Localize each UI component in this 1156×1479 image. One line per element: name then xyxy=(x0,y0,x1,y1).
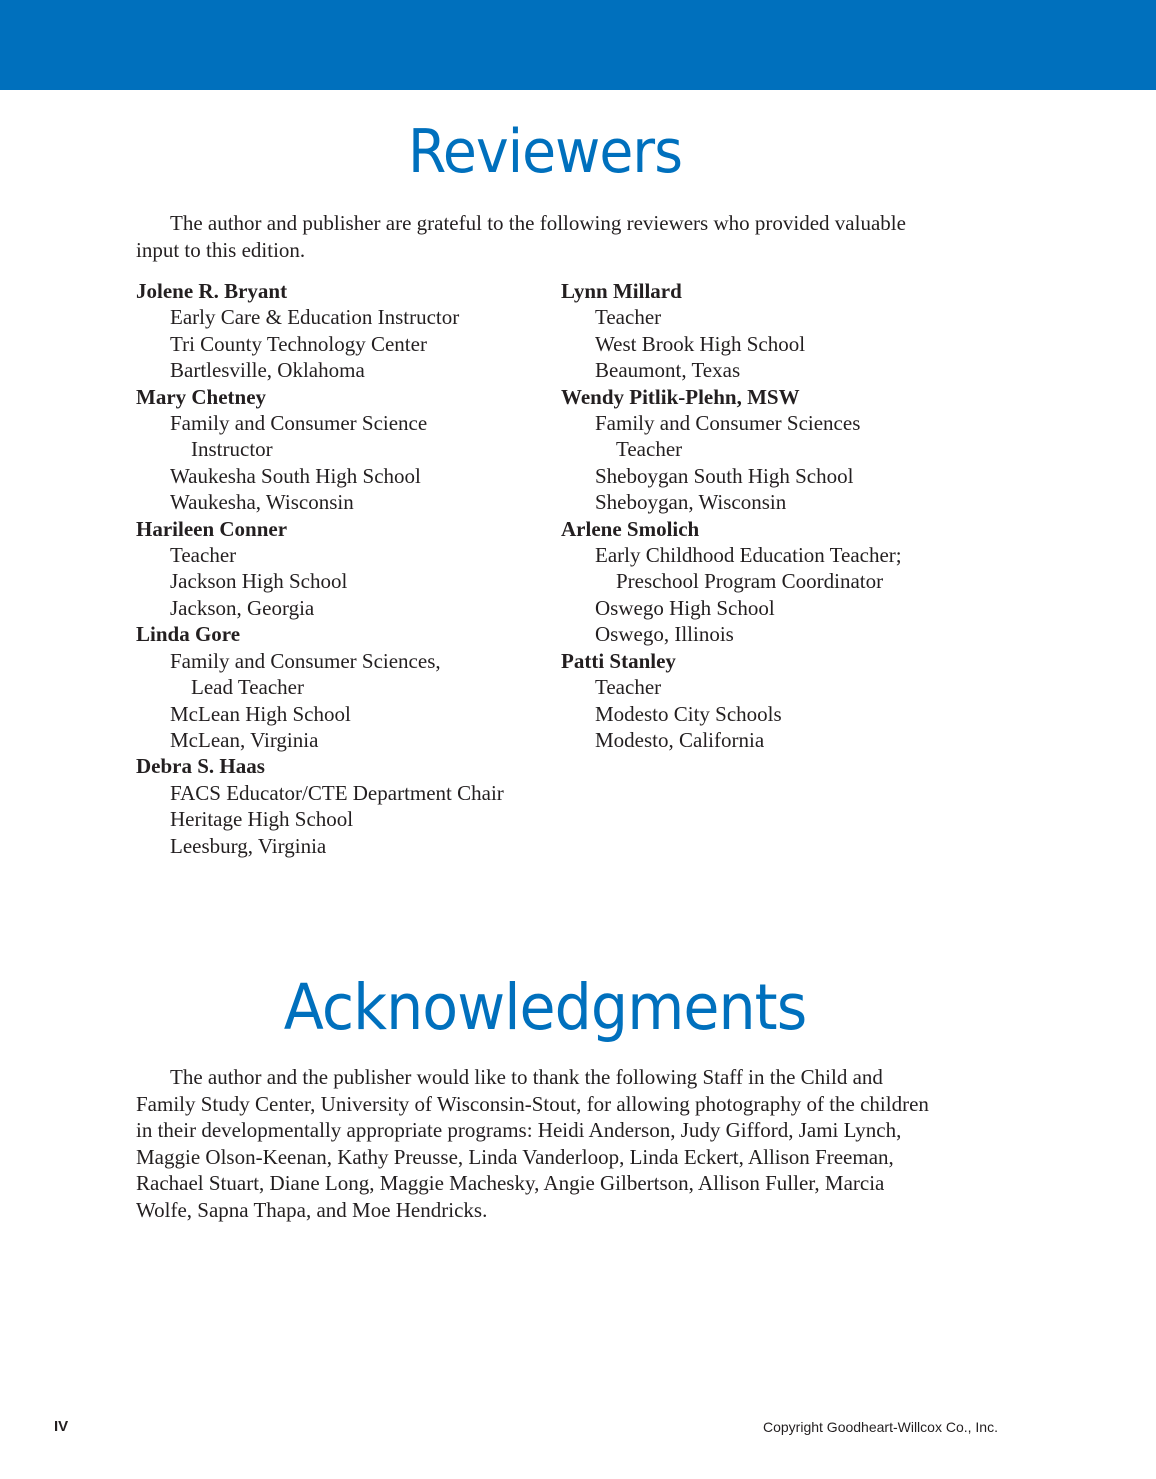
reviewer-title: Teacher xyxy=(595,305,662,330)
reviewer-title: Early Care & Education Instructor xyxy=(170,305,460,330)
copyright-notice: Copyright Goodheart-Willcox Co., Inc. xyxy=(763,1419,998,1435)
reviewer-title-continued: Preschool Program Coordinator xyxy=(616,569,884,594)
reviewer-location: Waukesha, Wisconsin xyxy=(170,490,354,515)
page-number: IV xyxy=(54,1418,69,1435)
reviewer-location: Beaumont, Texas xyxy=(595,358,741,383)
reviewer-title: FACS Educator/CTE Department Chair xyxy=(170,780,504,805)
reviewer-institution: Tri County Technology Center xyxy=(170,331,427,356)
reviewer-title-continued: Lead Teacher xyxy=(191,675,304,700)
reviewer-name: Harileen Conner xyxy=(136,516,288,541)
reviewer-entry xyxy=(136,384,546,516)
reviewer-title: Early Childhood Education Teacher; xyxy=(595,543,902,568)
reviewer-entry xyxy=(561,648,961,754)
reviewers-left-column xyxy=(136,278,546,859)
reviewer-name: Patti Stanley xyxy=(561,648,676,673)
reviewers-right-column xyxy=(561,278,961,753)
reviewer-location: Modesto, California xyxy=(595,727,765,752)
reviewer-name: Arlene Smolich xyxy=(561,516,700,541)
reviewer-institution: West Brook High School xyxy=(595,331,806,356)
reviewer-name: Mary Chetney xyxy=(136,384,267,409)
reviewer-location: Leesburg, Virginia xyxy=(170,833,327,858)
reviewer-name: Jolene R. Bryant xyxy=(136,279,288,303)
reviewer-institution: Jackson High School xyxy=(170,569,348,594)
reviewer-institution: Waukesha South High School xyxy=(170,463,421,488)
reviewer-institution: Heritage High School xyxy=(170,807,354,832)
reviewer-entry xyxy=(561,384,961,516)
reviewer-title-continued: Instructor xyxy=(191,437,273,462)
reviewer-entry xyxy=(136,621,546,753)
reviewer-title: Family and Consumer Sciences xyxy=(595,411,861,436)
reviewer-name: Wendy Pitlik-Plehn, MSW xyxy=(561,384,800,409)
reviewers-intro-paragraph: The author and publisher are grateful to the following reviewers who provided valuable input to this edition. xyxy=(136,211,906,262)
reviewer-institution: Oswego High School xyxy=(595,595,775,620)
reviewer-title-continued: Teacher xyxy=(616,437,683,462)
reviewer-entry xyxy=(561,278,961,384)
reviewer-institution: Modesto City Schools xyxy=(595,701,782,726)
reviewer-entry xyxy=(136,753,546,859)
reviewer-location: McLean, Virginia xyxy=(170,727,319,752)
header-color-band xyxy=(0,0,1156,90)
reviewer-title: Family and Consumer Sciences, xyxy=(170,648,441,673)
acknowledgments-heading: Acknowledgments xyxy=(283,971,807,1044)
reviewers-heading: Reviewers xyxy=(407,117,683,187)
reviewer-name: Debra S. Haas xyxy=(136,754,265,779)
reviewer-entry xyxy=(136,278,546,384)
reviewer-location: Sheboygan, Wisconsin xyxy=(595,490,787,515)
acknowledgments-paragraph: The author and the publisher would like to thank the following Staff in the Child and Family Study Center, University of Wisconsin-Stout, for allowing photography of the children in their developmentally appropriate programs: Heidi Anderson, Judy Gifford, Jami Lynch, Maggie Olson-Keenan, Kathy Preusse, Linda Vanderloop, Linda Eckert, Allison Freeman, Rachael Stuart, Diane Long, Maggie Machesky, Angie Gilbertson, Allison Fuller, Marcia Wolfe, Sapna Thapa, and Moe Hendricks. xyxy=(136,1065,929,1222)
reviewer-location: Oswego, Illinois xyxy=(595,622,734,647)
reviewer-entry xyxy=(561,516,961,648)
reviewer-title: Teacher xyxy=(595,675,662,700)
reviewer-title: Family and Consumer Science xyxy=(170,411,428,436)
reviewer-name: Linda Gore xyxy=(136,622,241,647)
reviewer-institution: Sheboygan South High School xyxy=(595,463,854,488)
reviewer-entry xyxy=(136,516,546,622)
reviewer-name: Lynn Millard xyxy=(561,279,682,303)
reviewer-institution: McLean High School xyxy=(170,701,351,726)
reviewer-title: Teacher xyxy=(170,543,237,568)
reviewer-location: Bartlesville, Oklahoma xyxy=(170,358,365,383)
reviewer-location: Jackson, Georgia xyxy=(170,595,315,620)
